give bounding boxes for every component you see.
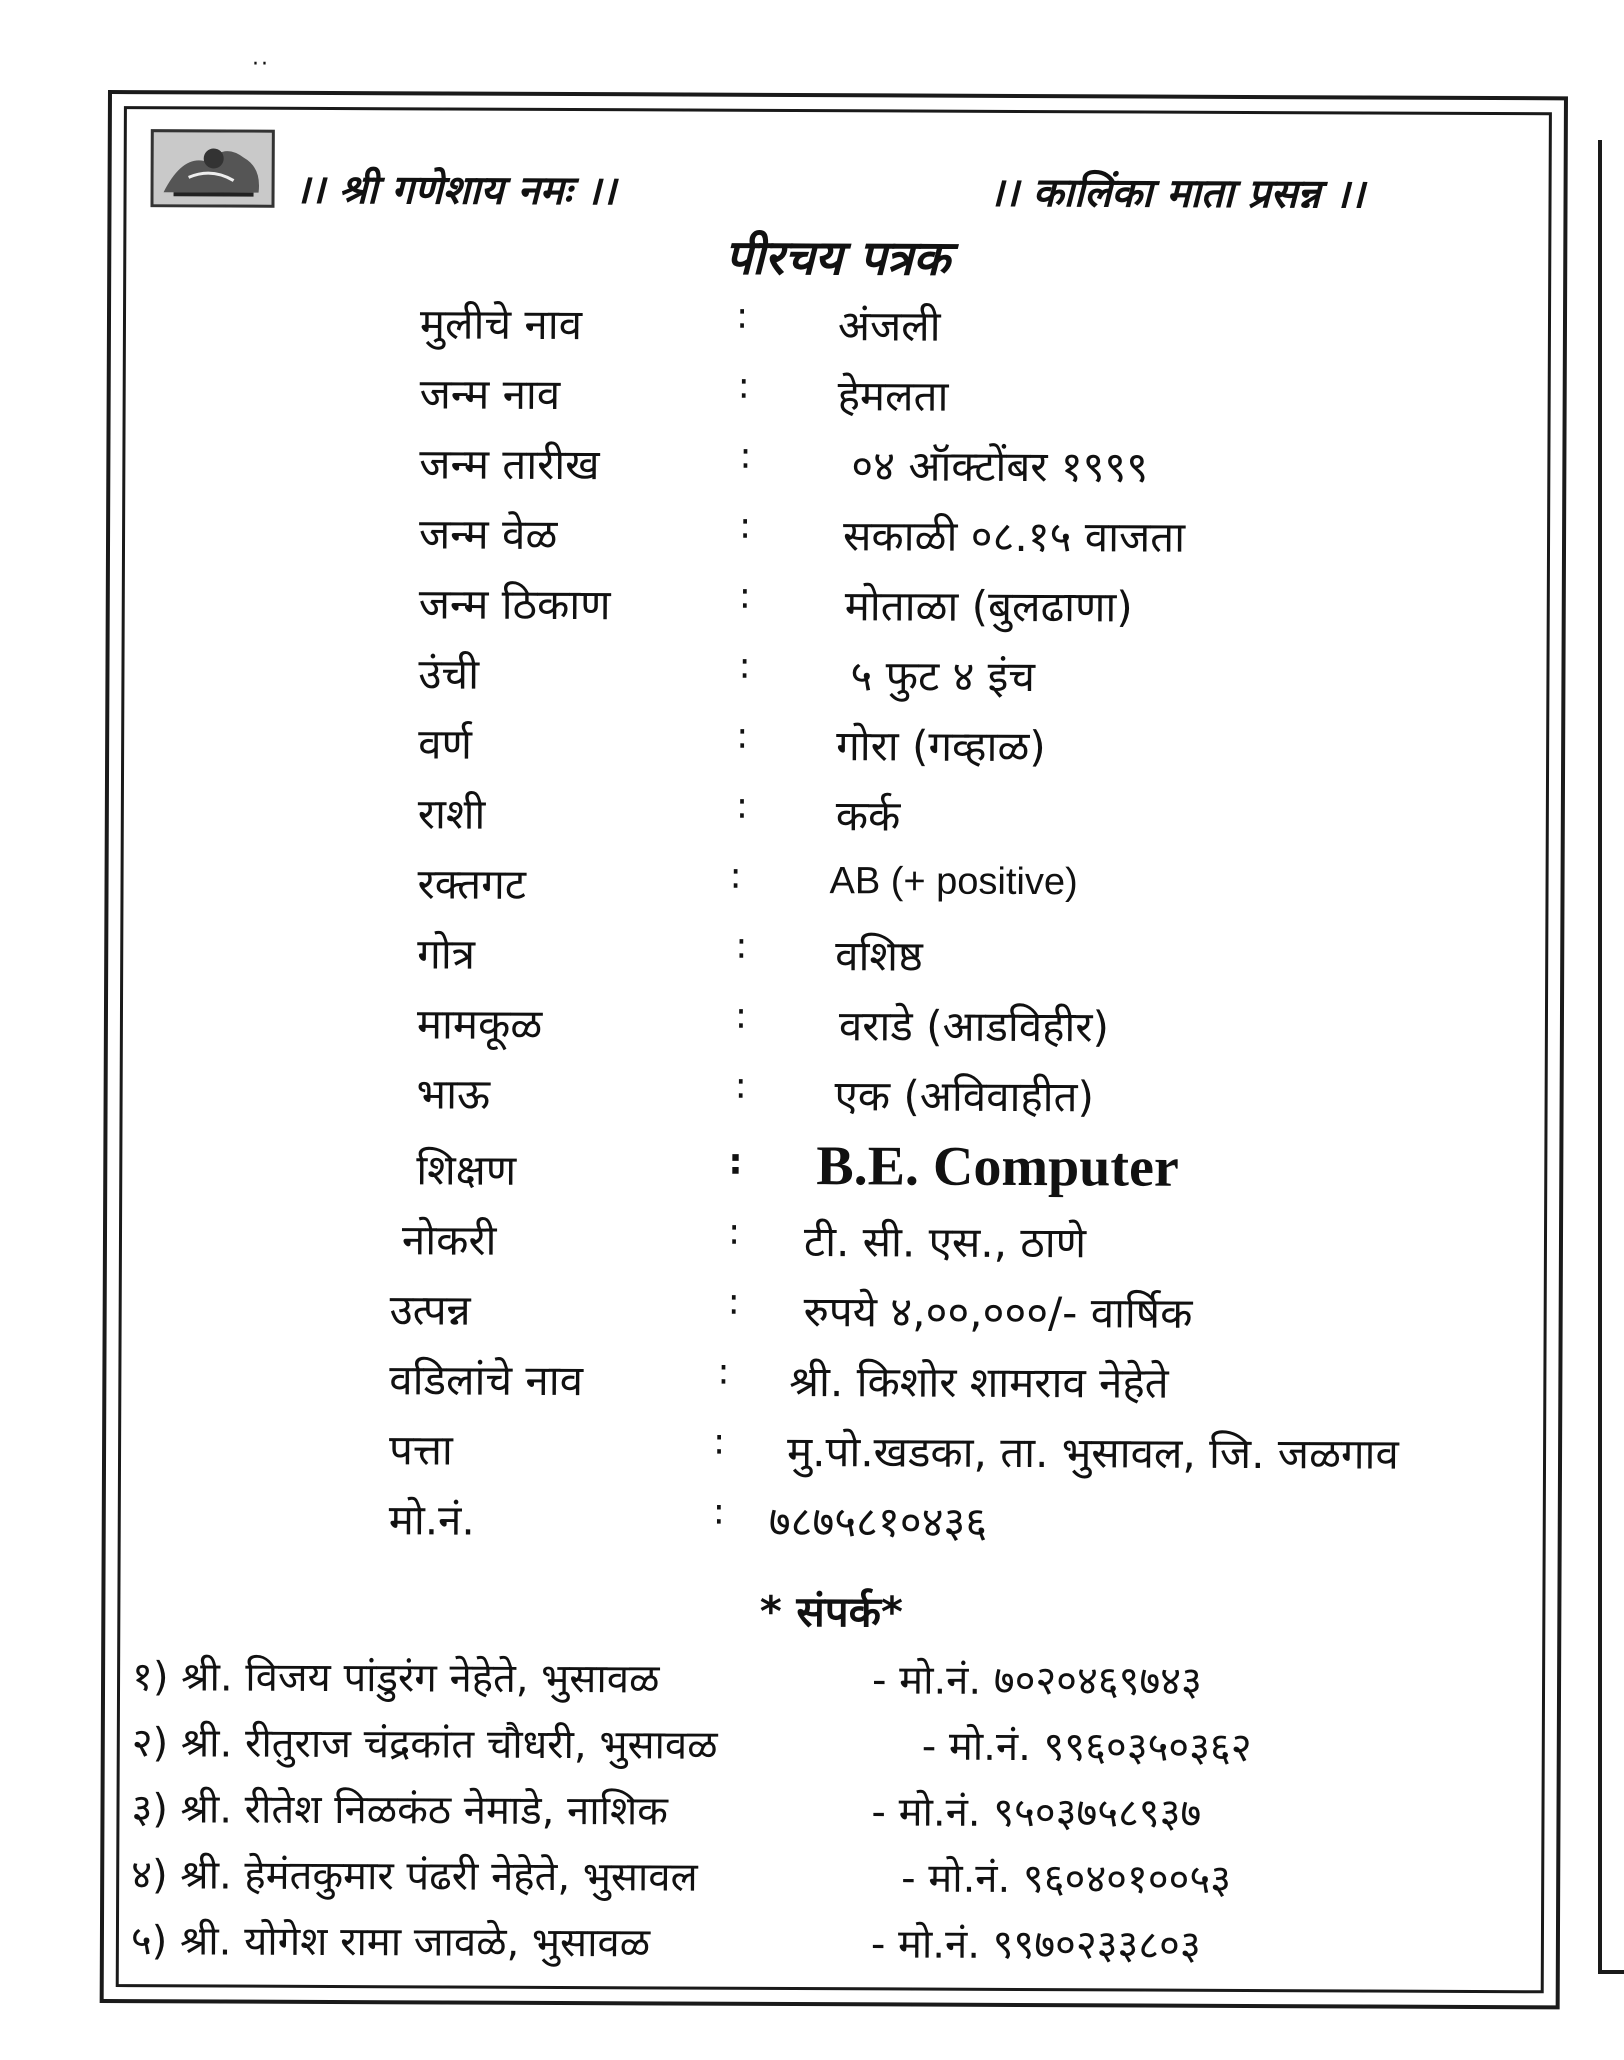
- field-row: [123, 993, 1523, 1059]
- field-value: टी. सी. एस., ठाणे: [803, 1217, 1087, 1268]
- field-separator: :: [727, 1211, 741, 1253]
- field-row: [126, 293, 1526, 359]
- field-row: [125, 503, 1525, 569]
- contact-name: ४) श्री. हेमंतकुमार पंढरी नेहेते, भुसावल: [131, 1852, 698, 1901]
- document-frame: [100, 90, 1568, 2009]
- field-value: मु.पो.खडका, ता. भुसावल, जि. जळगाव: [786, 1426, 1399, 1479]
- field-separator: :: [739, 435, 752, 477]
- contact-item: [130, 1911, 1201, 1973]
- field-separator: :: [734, 1065, 747, 1107]
- field-row: [122, 1135, 1522, 1205]
- document-title: पीरचय पत्रक: [724, 229, 950, 287]
- field-row: [123, 923, 1523, 989]
- deity-emblem-image: [150, 129, 274, 208]
- field-value: मोताळा (बुलढाणा): [844, 581, 1133, 632]
- field-value: श्री. किशोर शामराव नेहेते: [789, 1356, 1169, 1408]
- field-label: नोकरी: [401, 1215, 497, 1265]
- header-invocation-left: ।। श्री गणेशाय नमः ।।: [294, 165, 617, 215]
- field-label: रक्तगट: [417, 859, 527, 909]
- contact-phone: - मो.नं. ९९७०२३३८०३: [870, 1921, 1201, 1969]
- field-separator: :: [734, 995, 748, 1037]
- field-value: रुपये ४,००,०००/- वार्षिक: [803, 1287, 1193, 1338]
- field-label: उंची: [418, 649, 480, 699]
- contact-name: ५) श्री. योगेश रामा जावळे, भुसावळ: [130, 1918, 651, 1967]
- field-value: एक (अविवाहीत): [834, 1071, 1095, 1122]
- field-separator: :: [729, 855, 742, 897]
- field-value: वशिष्ठ: [835, 931, 923, 981]
- field-label: वर्ण: [418, 719, 472, 769]
- field-label: जन्म तारीख: [419, 439, 600, 490]
- field-separator: :: [738, 645, 751, 687]
- field-label: मामकूळ: [416, 999, 543, 1049]
- field-row: [126, 363, 1526, 429]
- field-row: [124, 713, 1524, 779]
- field-row: [122, 1279, 1522, 1345]
- field-value: सकाळी ०८.१५ वाजता: [842, 511, 1186, 562]
- field-row: [121, 1489, 1521, 1555]
- contact-phone: - मो.नं. ७०२०४६९७४३: [871, 1657, 1202, 1705]
- field-value: अंजली: [837, 301, 941, 351]
- field-value: AB (+ positive): [829, 860, 1078, 904]
- contact-phone: - मो.नं. ९५०३७५८९३७: [871, 1789, 1202, 1837]
- field-label: मो.नं.: [388, 1495, 475, 1545]
- field-separator: :: [727, 1281, 740, 1323]
- contact-item: [131, 1779, 1202, 1841]
- field-row: [122, 1063, 1522, 1129]
- field-label: गोत्र: [417, 929, 476, 979]
- contact-name: २) श्री. रीतुराज चंद्रकांत चौधरी, भुसावळ: [131, 1720, 718, 1769]
- field-value: कर्क: [835, 791, 901, 841]
- contact-name: १) श्री. विजय पांडुरंग नेहेते, भुसावळ: [131, 1654, 660, 1703]
- field-row: [125, 573, 1525, 639]
- field-value: हेमलता: [837, 371, 949, 421]
- contact-phone: - मो.नं. ९६०४०१००५३: [901, 1855, 1232, 1903]
- field-label: मुलीचे नाव: [419, 299, 583, 350]
- contacts-heading: * संपर्क*: [759, 1586, 904, 1637]
- document-inner-frame: [116, 106, 1552, 1993]
- field-row: [125, 433, 1525, 499]
- contact-name: ३) श्री. रीतेश निळकंठ नेमाडे, नाशिक: [131, 1786, 669, 1835]
- field-row: [123, 853, 1523, 919]
- field-label: वडिलांचे नाव: [389, 1355, 584, 1406]
- field-separator: :: [713, 1421, 726, 1463]
- field-label: भाऊ: [416, 1069, 491, 1119]
- field-value-education: B.E. Computer: [816, 1135, 1179, 1199]
- field-label: जन्म ठिकाण: [418, 579, 611, 630]
- contact-item: [131, 1713, 1252, 1776]
- field-separator: :: [735, 785, 749, 827]
- field-label: उत्पन्न: [389, 1285, 471, 1335]
- field-row: [122, 1209, 1522, 1275]
- field-separator: :: [712, 1491, 726, 1533]
- field-value: गोरा (गव्हाळ): [836, 721, 1046, 772]
- field-value: वराडे (आडविहीर): [838, 1001, 1110, 1052]
- field-row: [121, 1349, 1521, 1415]
- field-label: पत्ता: [388, 1425, 453, 1475]
- contact-item: [131, 1647, 1202, 1709]
- field-label: जन्म नाव: [419, 369, 561, 419]
- field-label: शिक्षण: [416, 1145, 517, 1195]
- field-separator: :: [735, 295, 749, 337]
- adjacent-page-edge: [1598, 140, 1624, 1974]
- field-separator: :: [738, 575, 752, 617]
- header-invocation-right: ।। कालिंका माता प्रसन्न ।।: [988, 168, 1365, 218]
- field-label: राशी: [417, 789, 486, 839]
- field-separator: :: [735, 925, 748, 967]
- field-label: जन्म वेळ: [418, 509, 558, 559]
- field-separator: :: [737, 365, 750, 407]
- contact-phone: - मो.नं. ९९६०३५०३६२: [921, 1723, 1252, 1772]
- field-separator: :: [736, 715, 749, 757]
- field-row: [124, 643, 1524, 709]
- field-row: [121, 1419, 1521, 1485]
- field-value: ०४ ऑक्टोंबर १९९९: [851, 441, 1149, 492]
- field-separator: :: [739, 505, 752, 547]
- contact-item: [131, 1845, 1232, 1907]
- field-value: ५ फुट ४ इंच: [850, 651, 1036, 702]
- field-row: [124, 783, 1524, 849]
- stray-dots: ··: [252, 52, 270, 77]
- field-separator: :: [728, 1141, 743, 1183]
- field-separator: :: [717, 1351, 730, 1393]
- field-value: ७८७५८१०४३६: [768, 1496, 988, 1547]
